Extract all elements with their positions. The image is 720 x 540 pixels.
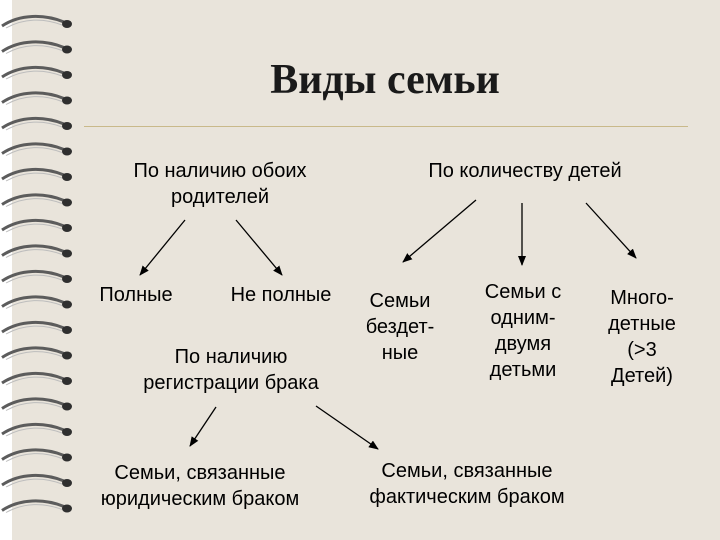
node-childless: Семьи бездет- ные (365, 290, 435, 364)
node-incomplete: Не полные (230, 284, 332, 306)
node-one-two-children: Семьи с одним- двумя детьми (484, 281, 562, 381)
arrow-to-incomplete (236, 220, 282, 275)
node-by-parents: По наличию обоих родителей (133, 160, 307, 208)
node-many-children: Много- детные (>3 Детей) (608, 287, 676, 387)
arrow-to-actual-marriage (316, 406, 378, 449)
arrow-to-legal-marriage (190, 407, 216, 446)
node-by-children: По количеству детей (428, 160, 622, 182)
arrow-to-many-children (586, 203, 636, 258)
arrow-to-childless (403, 200, 476, 262)
node-complete: Полные (99, 284, 173, 306)
arrow-to-complete (140, 220, 185, 275)
node-legal-marriage: Семьи, связанные юридическим браком (100, 462, 300, 510)
node-actual-marriage: Семьи, связанные фактическим браком (369, 460, 565, 508)
node-by-registration: По наличию регистрации брака (143, 346, 319, 394)
slide-title: Виды семьи (270, 57, 500, 103)
